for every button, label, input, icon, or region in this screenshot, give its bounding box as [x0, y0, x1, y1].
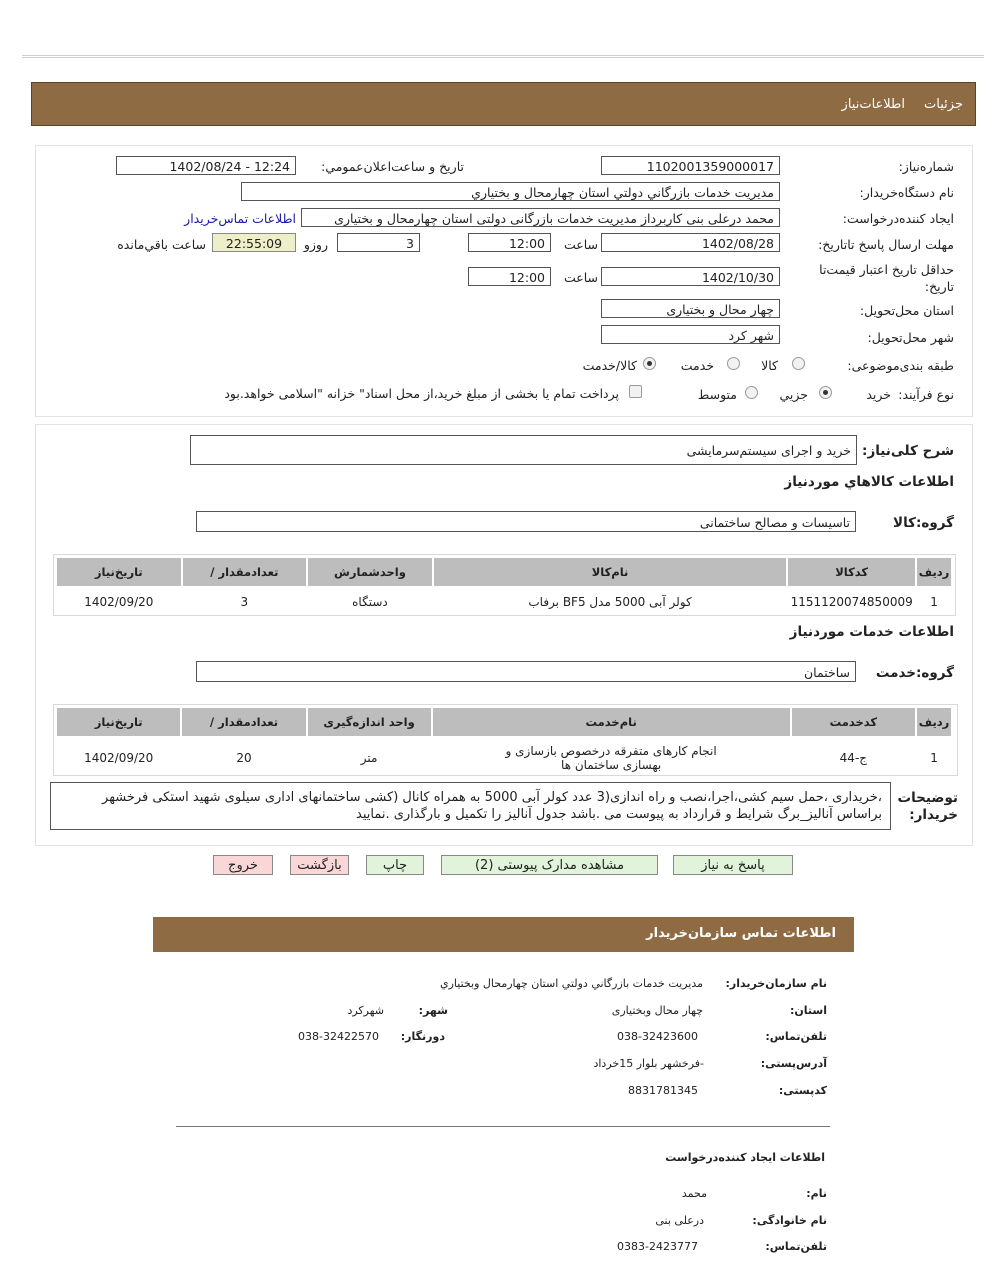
- contact-header-bar: [153, 917, 854, 952]
- top-divider: [22, 55, 984, 58]
- category-radio-goods-service[interactable]: [643, 357, 656, 370]
- creator-field: محمد درعلی بنی کاربرداز مدیریت خدمات بازرگانی دولتی استان چهارمحال و بختیاری: [301, 208, 780, 227]
- goods-cell-date: 1402/09/20: [84, 595, 154, 609]
- contact-province-value: چهار محال وبختیاری: [611, 1004, 703, 1017]
- goods-col-name: نام‌کالا: [433, 557, 787, 587]
- process-buy-label: خريد: [866, 387, 891, 402]
- contact-fax-label: دورنگار:: [400, 1030, 445, 1043]
- goods-col-row: رديف: [916, 557, 952, 587]
- goods-col-code: کدکالا: [787, 557, 916, 587]
- process-type-label: نوع فرآيند:: [898, 387, 954, 402]
- validity-time-field: 12:00: [468, 267, 551, 286]
- details-header-bar: [31, 82, 976, 126]
- contact-city-label: شهر:: [418, 1004, 448, 1017]
- validity-label-line2: تاريخ:: [924, 279, 954, 294]
- announce-label: تاریخ و ساعت‌اعلان‌عمومي:: [321, 159, 464, 174]
- deadline-time-label: ساعت: [563, 237, 598, 252]
- need-description-field: خرید و اجرای سیستم‌سرمایشی: [190, 435, 857, 465]
- treasury-payment-note: پرداخت تمام يا بخشی از مبلغ خريد،از محل اسناد" خزانه "اسلامی خواهد.بود: [224, 386, 619, 401]
- goods-cell-name: کولر آبی 5000 مدل BF5 برفاب: [528, 595, 692, 609]
- process-radio-medium[interactable]: [745, 386, 758, 399]
- contact-title: اطلاعات تماس سازمان‌خريدار: [646, 926, 836, 941]
- contact-city-value: شهرکرد: [347, 1004, 384, 1017]
- goods-col-unit: واحدشمارش: [307, 557, 433, 587]
- attachments-button[interactable]: مشاهده مدارک پیوستی (2): [441, 855, 658, 875]
- tab-need-info[interactable]: اطلاعات‌نیاز: [841, 97, 905, 112]
- creator-phone-value: 0383-2423777: [617, 1240, 698, 1253]
- service-cell-qty: 20: [236, 751, 252, 765]
- service-table: [55, 706, 953, 778]
- goods-cell-row: 1: [930, 595, 938, 609]
- creator-family-label: نام خانوادگی:: [752, 1214, 827, 1227]
- delivery-province-label: استان محل‌تحويل:: [859, 303, 954, 318]
- service-cell-unit: متر: [360, 751, 378, 765]
- service-col-code: کدخدمت: [791, 707, 916, 737]
- contact-separator: [176, 1126, 830, 1127]
- goods-cell-qty: 3: [240, 595, 249, 609]
- service-col-row: رديف: [916, 707, 952, 737]
- print-button[interactable]: چاپ: [366, 855, 424, 875]
- contact-postal-label: کد‌پستی:: [778, 1084, 827, 1097]
- announce-field: 1402/08/24 - 12:24: [116, 156, 296, 175]
- process-option-medium: متوسط: [697, 387, 737, 402]
- delivery-city-field: شهر کرد: [601, 325, 780, 344]
- contact-org-value: مديريت خدمات بازرگاني دولتي استان چهارمحال وبختياري: [440, 977, 703, 990]
- days-field: 3: [337, 233, 420, 252]
- category-radio-service[interactable]: [727, 357, 740, 370]
- need-number-label: شماره‌نیاز:: [898, 159, 954, 174]
- contact-org-label: نام سازمان‌خريدار:: [725, 977, 827, 990]
- category-label: طبقه بندی‌موضوعی:: [847, 358, 954, 373]
- goods-cell-unit: دستگاه: [352, 595, 388, 609]
- delivery-province-field: چهار محال و بختیاری: [601, 299, 780, 318]
- goods-col-qty: تعدادمقدار /: [182, 557, 307, 587]
- creator-info-title: اطلاعات ايجاد کننده‌درخواست: [665, 1151, 825, 1164]
- need-number-field: 1102001359000017: [601, 156, 780, 175]
- service-table-header: [56, 707, 952, 737]
- validity-time-label: ساعت: [563, 270, 598, 285]
- category-option-goods: کالا: [761, 358, 778, 373]
- days-label: روزو: [303, 237, 328, 252]
- remaining-time-field: 22:55:09: [212, 233, 296, 252]
- tab-details[interactable]: جزئیات: [924, 97, 963, 112]
- goods-info-title: اطلاعات کالاهاي موردنياز: [784, 474, 954, 490]
- validity-date-field: 1402/10/30: [601, 267, 780, 286]
- goods-group-label: گروه:کالا: [893, 515, 954, 531]
- goods-group-field: تاسیسات و مصالح ساختمانی: [196, 511, 856, 532]
- table-row: [56, 737, 952, 778]
- process-radio-minor[interactable]: [819, 386, 832, 399]
- need-description-label: شرح کلی‌نياز:: [862, 443, 954, 459]
- buyer-contact-link[interactable]: اطلاعات تماس‌خريدار: [184, 211, 296, 226]
- back-button[interactable]: بازگشت: [290, 855, 349, 875]
- services-info-title: اطلاعات خدمات موردنياز: [789, 624, 954, 640]
- service-cell-date: 1402/09/20: [84, 751, 154, 765]
- creator-label: ايجاد کننده‌درخواست:: [842, 211, 954, 226]
- table-row: [56, 587, 952, 616]
- contact-phone-label: تلفن‌تماس:: [765, 1030, 827, 1043]
- deadline-label: مهلت ارسال پاسخ تا‌تاریخ:: [818, 237, 954, 252]
- category-option-goods-service: کالا/خدمت: [582, 358, 637, 373]
- deadline-time-field: 12:00: [468, 233, 551, 252]
- buyer-notes-label: توضيحات خريدار:: [897, 790, 958, 823]
- creator-name-value: محمد: [681, 1187, 707, 1200]
- goods-cell-code: 1151120074850009: [790, 595, 913, 609]
- service-col-unit: واحد اندازه‌گيری: [307, 707, 432, 737]
- service-col-qty: تعدادمقدار /: [181, 707, 306, 737]
- goods-table: [55, 556, 953, 616]
- delivery-city-label: شهر محل‌تحويل:: [867, 330, 954, 345]
- creator-phone-label: تلفن‌تماس:: [765, 1240, 827, 1253]
- buyer-org-label: نام دستگاه‌خريدار:: [859, 185, 954, 200]
- goods-col-date: تاريخ‌نياز: [56, 557, 182, 587]
- contact-address-value: -فرخشهر بلوار 15خرداد: [593, 1057, 704, 1070]
- buyer-org-field: مديريت خدمات بازرگاني دولتي استان چهارمحال و بختياري: [241, 182, 780, 201]
- service-group-field: ساختمان: [196, 661, 856, 682]
- service-cell-code: ج-44: [839, 751, 868, 765]
- contact-province-label: استان:: [790, 1004, 827, 1017]
- validity-label-line1: حداقل تاريخ اعتبار قيمت‌تا: [819, 262, 954, 277]
- treasury-payment-checkbox[interactable]: [629, 385, 642, 398]
- service-cell-row: 1: [930, 751, 938, 765]
- service-group-label: گروه:خدمت: [875, 665, 954, 681]
- contact-fax-value: 038-32422570: [298, 1030, 379, 1043]
- buyer-notes-field: ،خریداری ،حمل سیم کشی،اجرا،نصب و راه اندازی(3 عدد کولر آبی 5000 به همراه کانال (کشی ساختمانهای اداری سیلوی شهید استکی فرخشهر براساس آنالیز_برگ شرایط و قرارداد به پیوست می .باشد جدول آنالیز را تکمیل و بارگذاری .نمایید: [50, 782, 891, 830]
- process-option-minor: جزيي: [779, 387, 808, 402]
- category-radio-goods[interactable]: [792, 357, 805, 370]
- creator-family-value: درعلی بنی: [655, 1214, 704, 1227]
- service-col-date: تاريخ‌نياز: [56, 707, 181, 737]
- reply-button[interactable]: پاسخ به نياز: [673, 855, 793, 875]
- category-option-service: خدمت: [680, 358, 714, 373]
- goods-table-header: [56, 557, 952, 587]
- service-col-name: نام‌خدمت: [432, 707, 791, 737]
- creator-name-label: نام:: [806, 1187, 827, 1200]
- contact-postal-value: 8831781345: [628, 1084, 698, 1097]
- exit-button[interactable]: خروج: [213, 855, 273, 875]
- remaining-label: ساعت باقي‌مانده: [117, 237, 206, 252]
- contact-address-label: آدرس‌پستی:: [760, 1057, 827, 1070]
- contact-phone-value: 038-32423600: [617, 1030, 698, 1043]
- service-cell-name: انجام کارهای متفرقه درخصوص بازسازی و بهسازی ساختمان ها: [505, 744, 717, 772]
- deadline-date-field: 1402/08/28: [601, 233, 780, 252]
